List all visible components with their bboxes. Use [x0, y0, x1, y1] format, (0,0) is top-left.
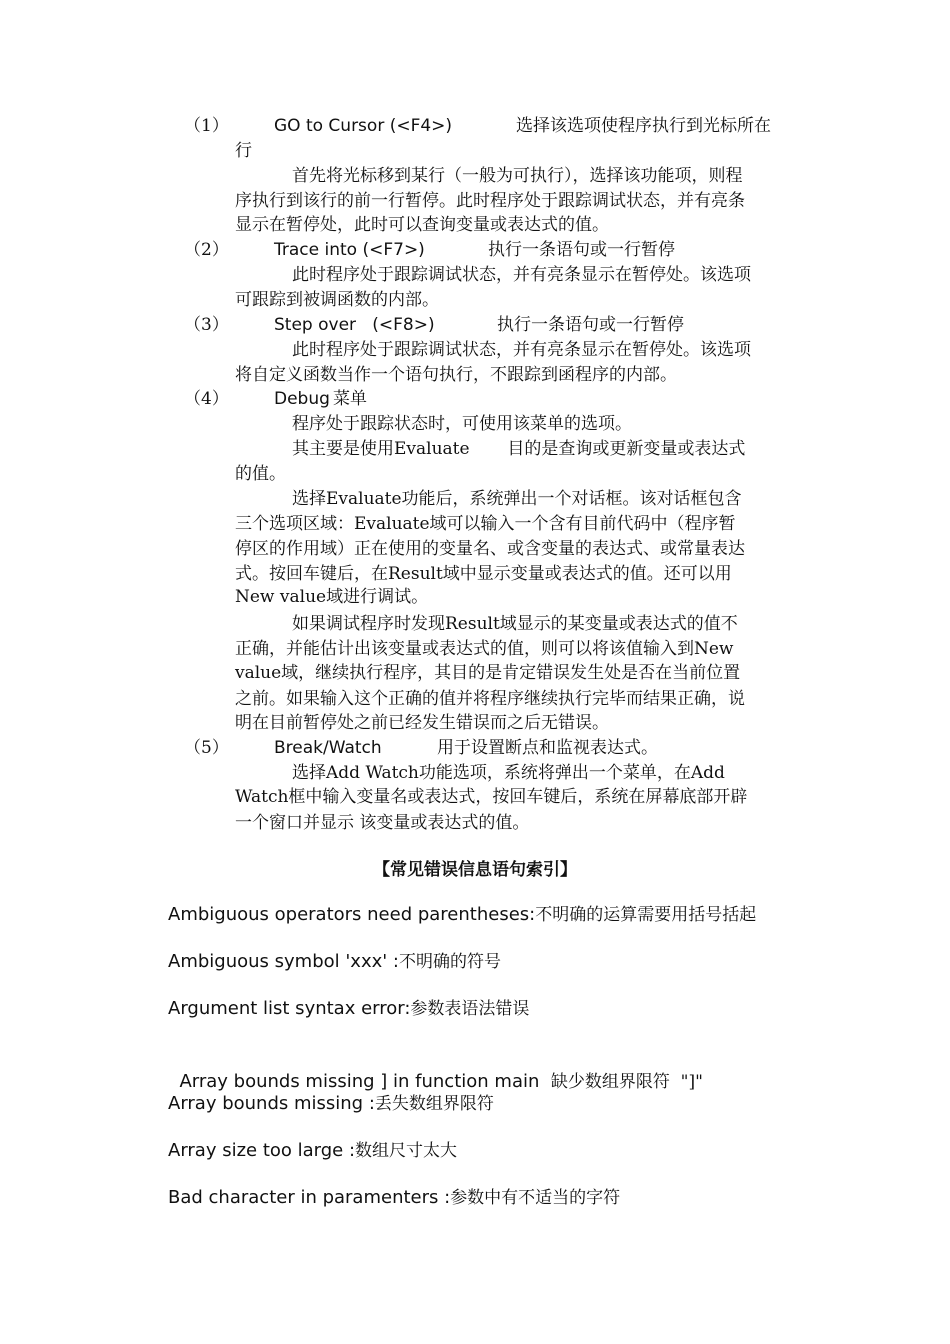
- error-entry: [168, 1138, 457, 1164]
- error-entry: [168, 1091, 494, 1117]
- item-command: Step over (<F8>): [274, 315, 435, 335]
- item-body-line: 其主要是使用Evaluate 目的是查询或更新变量或表达式: [292, 439, 746, 459]
- item-body-line: 一个窗口并显示 该变量或表达式的值。: [235, 813, 530, 833]
- item-summary: 菜单: [333, 389, 367, 409]
- item-summary-wrap: 行: [235, 141, 252, 161]
- item-body-line: 程序处于跟踪状态时，可使用该菜单的选项。: [292, 414, 632, 434]
- item-body-line: 式。按回车键后，在Result域中显示变量或表达式的值。还可以用: [235, 564, 732, 584]
- item-body-line: 之前。如果输入这个正确的值并将程序继续执行完毕而结果正确，说: [235, 689, 745, 709]
- item-body-line: Watch框中输入变量名或表达式，按回车键后，系统在屏幕底部开辟: [235, 787, 748, 807]
- item-body-line: 可跟踪到被调函数的内部。: [235, 290, 439, 310]
- item-body-line: 序执行到该行的前一行暂停。此时程序处于跟踪调试状态，并有亮条: [235, 191, 745, 211]
- error-entry: [168, 996, 529, 1022]
- item-body-line: 选择Evaluate功能后，系统弹出一个对话框。该对话框包含: [292, 489, 742, 509]
- error-translation: 不明确的运算需要用括号括起: [535, 905, 757, 925]
- item-body-line: 正确，并能估计出该变量或表达式的值，则可以将该值输入到New: [235, 639, 734, 659]
- item-body-line: 停区的作用域）正在使用的变量名、或含变量的表达式、或常量表达: [235, 539, 745, 559]
- item-command: Break/Watch: [274, 738, 382, 758]
- error-message: Ambiguous symbol 'xxx' :: [168, 951, 399, 972]
- item-summary: 用于设置断点和监视表达式。: [437, 738, 658, 758]
- item-body-line: 显示在暂停处，此时可以查询变量或表达式的值。: [235, 215, 609, 235]
- section-title: 【常见错误信息语句索引】: [373, 860, 577, 880]
- error-message: Array size too large :: [168, 1140, 356, 1161]
- error-entry: [168, 1043, 703, 1095]
- item-body-line: 此时程序处于跟踪调试状态，并有亮条显示在暂停处。该选项: [292, 340, 751, 360]
- error-translation: 参数表语法错误: [410, 999, 530, 1019]
- error-translation: 缺少数组界限符 "]": [550, 1072, 703, 1092]
- error-message: Array bounds missing :: [168, 1093, 375, 1114]
- item-command: Debug: [274, 389, 330, 409]
- item-summary: 选择该选项使程序执行到光标所在: [516, 116, 771, 136]
- item-number: （5）: [184, 738, 229, 758]
- item-number: （1）: [184, 116, 229, 136]
- item-body-line: 如果调试程序时发现Result域显示的某变量或表达式的值不: [292, 614, 738, 634]
- item-number: （3）: [184, 315, 229, 335]
- error-message: Bad character in paramenters :: [168, 1187, 451, 1208]
- item-summary: 执行一条语句或一行暂停: [497, 315, 684, 335]
- item-body-line: 此时程序处于跟踪调试状态，并有亮条显示在暂停处。该选项: [292, 265, 751, 285]
- item-body-line: 首先将光标移到某行（一般为可执行），选择该功能项，则程: [292, 166, 743, 186]
- error-entry: [168, 949, 501, 975]
- item-summary: 执行一条语句或一行暂停: [488, 240, 675, 260]
- item-body-line: 选择Add Watch功能选项，系统将弹出一个菜单，在Add: [292, 763, 725, 783]
- error-translation: 不明确的符号: [399, 952, 501, 972]
- error-translation: 丢失数组界限符: [374, 1094, 494, 1114]
- item-number: （4）: [184, 389, 229, 409]
- item-body-line: 三个选项区域：Evaluate域可以输入一个含有目前代码中（程序暂: [235, 514, 736, 534]
- error-entry: [168, 1185, 620, 1211]
- item-body-line: 明在目前暂停处之前已经发生错误而之后无错误。: [235, 713, 609, 733]
- error-translation: 参数中有不适当的字符: [450, 1188, 621, 1208]
- item-command: Trace into (<F7>): [274, 240, 425, 260]
- error-message: Array bounds missing ] in function main: [179, 1071, 551, 1092]
- error-message: Argument list syntax error:: [168, 998, 411, 1019]
- item-command: GO to Cursor (<F4>): [274, 116, 453, 136]
- error-message: Ambiguous operators need parentheses:: [168, 904, 536, 925]
- item-body-line: value域，继续执行程序，其目的是肯定错误发生处是否在当前位置: [235, 663, 741, 683]
- error-translation: 数组尺寸太大: [355, 1141, 458, 1161]
- item-number: （2）: [184, 240, 229, 260]
- item-body-line: 将自定义函数当作一个语句执行，不跟踪到函程序的内部。: [235, 365, 677, 385]
- item-body-line: 的值。: [235, 464, 286, 484]
- item-body-line: New value域进行调试。: [235, 587, 429, 607]
- error-entry: [168, 902, 756, 928]
